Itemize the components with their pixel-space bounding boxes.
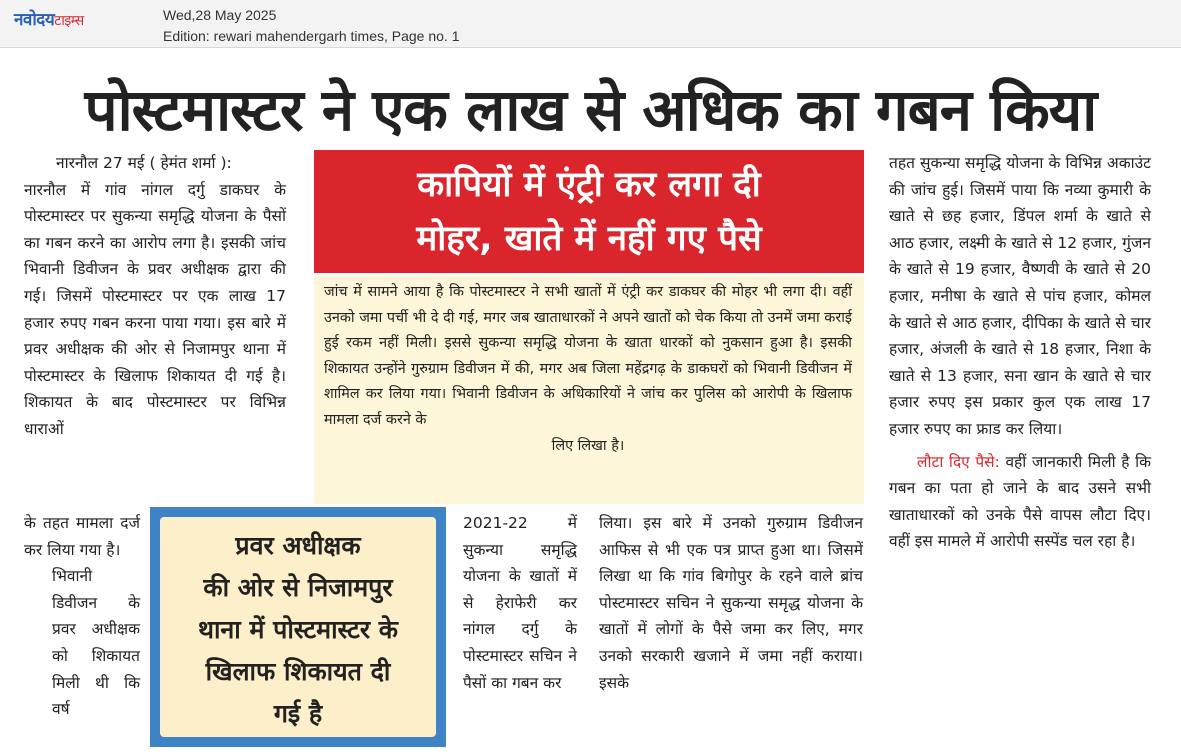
- pull-quote-inner: [160, 517, 436, 737]
- top-bar: [0, 0, 1181, 48]
- summary-last-line: लिए लिखा है।: [551, 437, 625, 454]
- pull-quote-line-5: गई है: [273, 699, 323, 728]
- col2-text: 2021-22 में सुकन्या समृद्धि योजना के खातों में से हेराफेरी कर नांगल दर्गु के पोस्टमास्टर सचिन ने पैसों का गबन कर: [463, 514, 577, 692]
- col4-subhead: लौटा दिए पैसे:: [917, 452, 1000, 471]
- edition-date: Wed,28 May 2025: [163, 7, 277, 23]
- pull-quote-line-2: की ओर से निजामपुर: [203, 573, 393, 602]
- logo-main-text: नवोदय: [14, 10, 55, 30]
- article-column-2: [463, 510, 577, 696]
- col4-para2: [889, 449, 1151, 555]
- logo-sub-text: टाइम्स: [54, 13, 84, 29]
- col1-body: नारनौल में गांव नांगल दर्गु डाकघर के पोस्टमास्टर पर सुकन्या समृद्धि योजना के पैसों का गबन करने का आरोप लगा है। इसकी जांच भिवानी डिवीजन के प्रवर अधीक्षक द्वारा की गई। जिसमें पोस्टमास्टर पर एक लाख 17 हजार रुपए गबन करना पाया गया। इस बारे में प्रवर अधीक्षक की ओर से निजामपुर थाना में पोस्टमास्टर के खिलाफ शिकायत दी गई है। शिकायत के बाद पोस्टमास्टर पर विभिन्न धाराओं: [24, 180, 286, 438]
- pull-quote-line-3: थाना में पोस्टमास्टर के: [197, 615, 399, 644]
- col1-cont: के तहत मामला दर्ज कर लिया गया है।: [24, 514, 140, 559]
- col4-text: तहत सुकन्या समृद्धि योजना के विभिन्न अकाउंट की जांच हुई। जिसमें पाया कि नव्या कुमारी के खाते से छह हजार, डिंपल शर्मा के खाते से आठ हजार, लक्ष्मी के खाते से 12 हजार, गुंजन के खाते से 19 हजार, वैष्णवी के खाते से 20 हजार, मनीषा के खाते से पांच हजार, कोमल के खाते से आठ हजार, दीपिका के खाते से चार हजार, अंजली के खाते से 18 हजार, निशा के खाते से 13 हजार, सना खान के खाते से चार हजार रुपए इस प्रकार कुल एक लाख 17 हजार रुपए का फ्राड कर लिया।: [889, 154, 1151, 438]
- article-headline: पोस्टमास्टर ने एक लाख से अधिक का गबन किया: [84, 76, 1097, 144]
- summary-box: [314, 276, 864, 504]
- edition-info: Edition: rewari mahendergarh times, Page no. 1: [163, 28, 460, 44]
- pull-quote-line-1: प्रवर अधीक्षक: [235, 531, 361, 560]
- byline: नारनौल 27 मई ( हेमंत शर्मा ):: [56, 154, 232, 172]
- summary-text: जांच में सामने आया है कि पोस्टमास्टर ने सभी खातों में एंट्री कर डाकघर की मोहर भी लगा दी। वहीं उनको जमा पर्ची भी दे दी गई, मगर जब खाताधारकों ने अपने खातों को चेक किया तो उनमें जमा कराई हुई रकम नहीं मिली। इससे सुकन्या समृद्धि योजना के खाता धारकों को नुकसान हुआ है। इसकी शिकायत उन्होंने गुरुग्राम डिवीजन में की, मगर अब जिला महेंद्रगढ़ के डाकघरों को भिवानी डिवीजन में शामिल कर लिया गया। भिवानी डिवीजन के अधिकारियों ने जांच कर पुलिस को आरोपी के खिलाफ मामला दर्ज करने के: [324, 284, 852, 428]
- newspaper-logo[interactable]: [14, 7, 84, 30]
- article-column-3: [599, 510, 863, 696]
- article-column-4: [889, 150, 1151, 555]
- pull-quote-line-4: खिलाफ शिकायत दी: [205, 657, 391, 686]
- article-column-1: [24, 150, 286, 443]
- col4-para2-text: वहीं जानकारी मिली है कि गबन का पता हो जाने के बाद उसने सभी खाताधारकों को उनके पैसे वापस लौटा दिए। वहीं इस मामले में आरोपी सस्पेंड चल रहा है।: [889, 452, 1151, 551]
- edition-meta: [163, 5, 460, 47]
- subheadline-line-2: मोहर, खाते में नहीं गए पैसे: [416, 219, 762, 259]
- subheadline-box: [314, 150, 864, 273]
- subheadline-line-1: कापियों में एंट्री कर लगा दी: [417, 165, 761, 205]
- col1-para2: भिवानी डिवीजन के प्रवर अधीक्षक को शिकायत मिली थी कि वर्ष: [52, 567, 140, 719]
- pull-quote: [150, 507, 446, 747]
- article-column-1-continued: [24, 510, 140, 723]
- col3-text: लिया। इस बारे में उनको गुरुग्राम डिवीजन आफिस से भी एक पत्र प्राप्त हुआ था। जिसमें लिखा था कि गांव बिगोपुर के रहने वाले ब्रांच पोस्टमास्टर सचिन ने सुकन्या समृद्ध योजना के खातों में लोगों के पैसे जमा कर लिए, मगर उनको सरकारी खजाने में जमा नहीं कराया। इसके: [599, 514, 863, 692]
